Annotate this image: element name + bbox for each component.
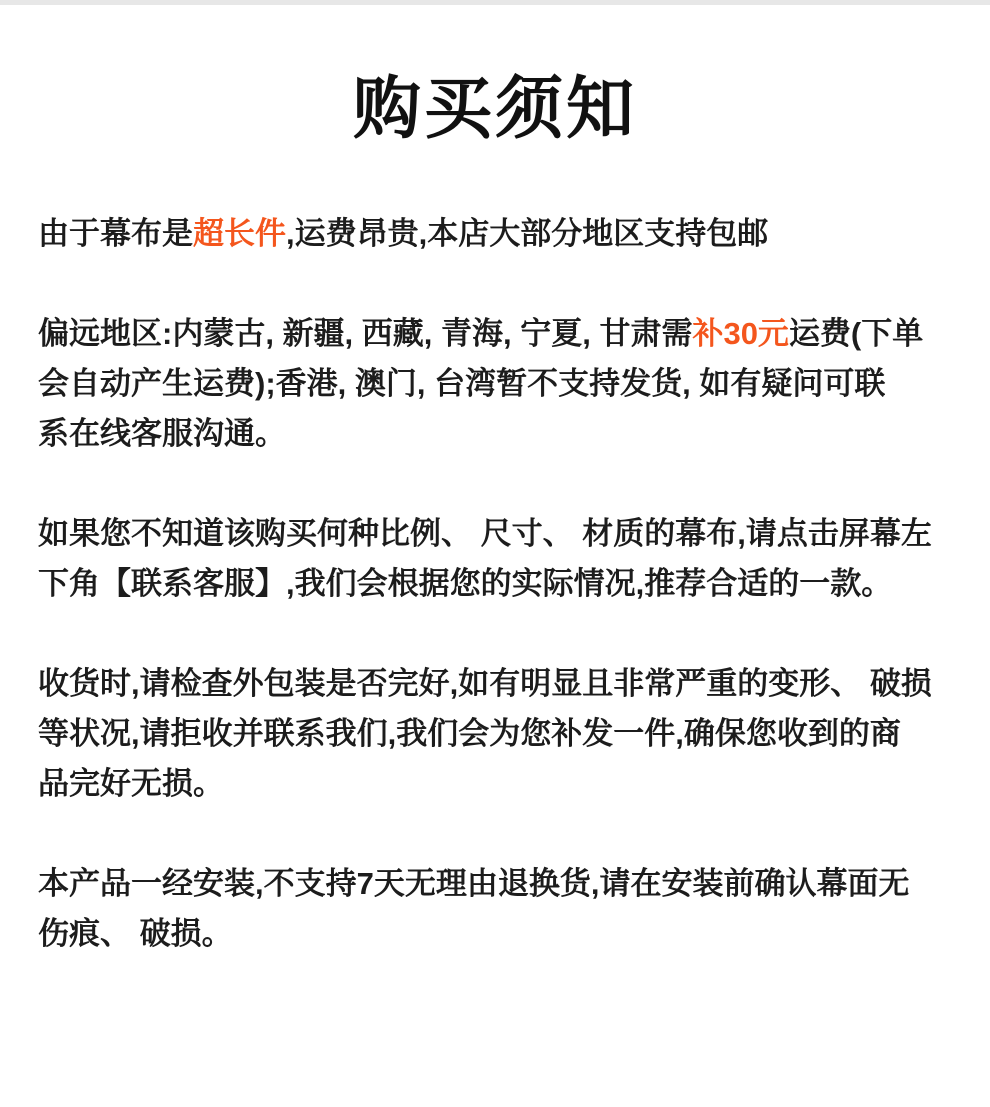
text-segment: 收货时,请检查外包装是否完好,如有明显且非常严重的变形、 破损 xyxy=(38,666,932,701)
notice-line xyxy=(38,909,952,959)
notice-paragraph-inspect-package-on-delivery xyxy=(38,659,952,809)
highlighted-text: 补30元 xyxy=(692,316,789,351)
text-segment: 偏远地区:内蒙古, 新疆, 西藏, 青海, 宁夏, 甘肃需 xyxy=(38,316,693,351)
text-segment: ,运费昂贵,本店大部分地区支持包邮 xyxy=(286,216,769,251)
page-title: 购买须知 xyxy=(352,71,637,147)
text-segment: 由于幕布是 xyxy=(38,216,193,251)
notice-paragraph-contact-service-advice xyxy=(38,509,952,609)
top-divider-bar xyxy=(0,0,990,5)
text-segment: 品完好无损。 xyxy=(38,766,224,801)
notice-line xyxy=(38,559,952,609)
notice-content xyxy=(0,209,990,959)
notice-line xyxy=(38,359,952,409)
notice-line xyxy=(38,859,952,909)
text-segment: 系在线客服沟通。 xyxy=(38,416,286,451)
text-segment: 伤痕、 破损。 xyxy=(38,916,233,951)
text-segment: 本产品一经安装,不支持7天无理由退换货,请在安装前确认幕面无 xyxy=(38,866,910,901)
notice-line xyxy=(38,659,952,709)
highlighted-text: 超长件 xyxy=(193,216,286,251)
text-segment: 会自动产生运费);香港, 澳门, 台湾暂不支持发货, 如有疑问可联 xyxy=(38,366,886,401)
notice-paragraph-remote-areas-surcharge xyxy=(38,309,952,459)
notice-line xyxy=(38,759,952,809)
notice-line xyxy=(38,709,952,759)
text-segment: 等状况,请拒收并联系我们,我们会为您补发一件,确保您收到的商 xyxy=(38,716,901,751)
notice-line xyxy=(38,409,952,459)
text-segment: 如果您不知道该购买何种比例、 尺寸、 材质的幕布,请点击屏幕左 xyxy=(38,516,932,551)
notice-paragraph-no-return-after-install xyxy=(38,859,952,959)
text-segment: 下角【联系客服】,我们会根据您的实际情况,推荐合适的一款。 xyxy=(38,566,893,601)
notice-line xyxy=(38,309,952,359)
notice-paragraph-free-shipping xyxy=(38,209,952,259)
notice-line xyxy=(38,209,952,259)
text-segment: 运费(下单 xyxy=(788,316,924,351)
notice-line xyxy=(38,509,952,559)
